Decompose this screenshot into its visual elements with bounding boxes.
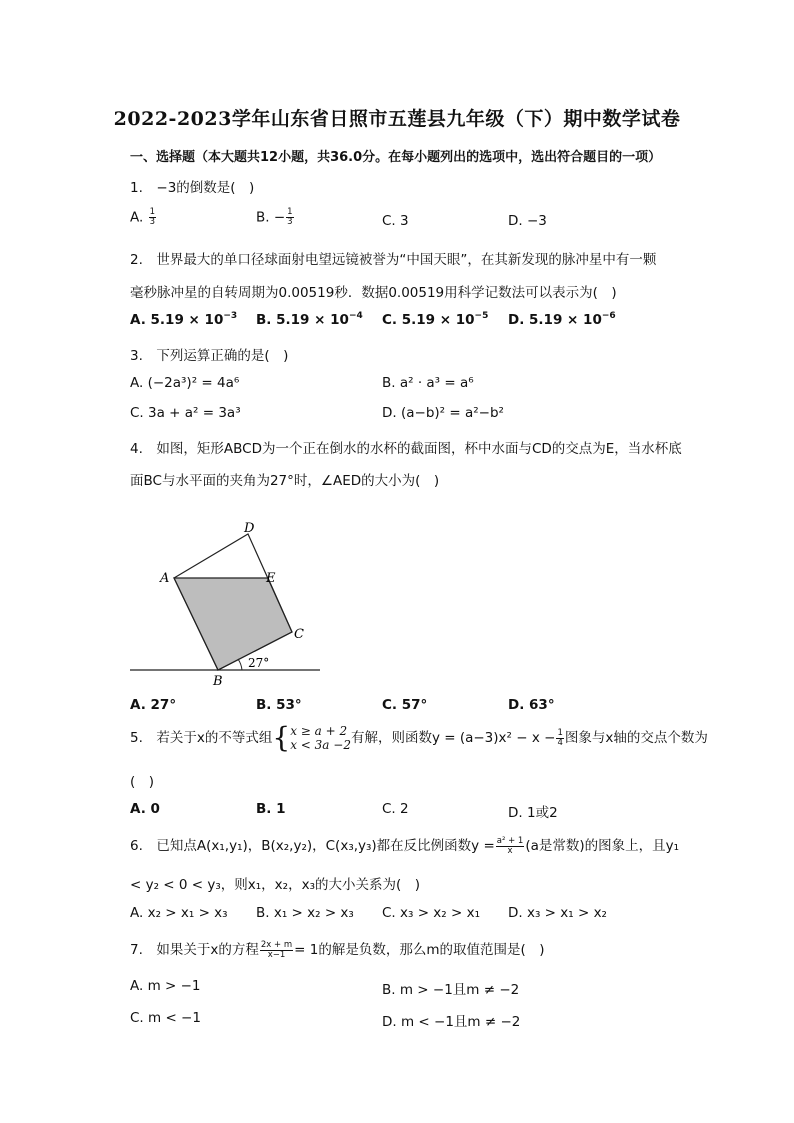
q7-option-b: B. m > −1且m ≠ −2 <box>382 982 520 998</box>
q4-figure <box>120 520 330 690</box>
page-title: 2022-2023学年山东省日照市五莲县九年级（下）期中数学试卷 <box>113 108 681 130</box>
q3-option-d: D. (a−b)² = a²−b² <box>382 405 504 421</box>
question-7-stem: 7. 如果关于x的方程 $\frac{2x + m}{x-1}$ = 1的解是负数，那么m的取值范围是( ) <box>130 939 545 960</box>
question-3-stem: 3. 下列运算正确的是( ) <box>130 348 289 364</box>
question-5-line1: 5. 若关于x的不等式组{ x ≥ a + 2 x < 3a −2 有解，则函数y = (a−3)x² − x − $\frac{1}{4}$ 图象与x轴的交点个数为 <box>130 721 708 754</box>
q1-option-b: B. − $\frac{1}{3}$ <box>256 207 293 227</box>
question-6-line2: < y₂ < 0 < y₃，则x₁，x₂，x₃的大小关系为( ) <box>130 877 421 893</box>
q2-option-c: C. $5.19 \times 10^{-5}$ <box>382 311 489 328</box>
angle-arc <box>238 659 242 670</box>
label-b: B <box>213 674 223 689</box>
q4-option-c: C. 57° <box>382 697 428 713</box>
q6-option-d: D. x₃ > x₁ > x₂ <box>508 905 607 921</box>
angle-label: 27° <box>248 656 270 670</box>
q3-option-c: C. 3a + a² = 3a³ <box>130 405 241 421</box>
label-a: A <box>160 571 170 586</box>
q2-option-d: D. $5.19 \times 10^{-6}$ <box>508 311 616 328</box>
q7-option-c: C. m < −1 <box>130 1010 201 1026</box>
label-e: E <box>266 571 276 586</box>
q3-option-b: B. a² · a³ = a⁶ <box>382 375 474 391</box>
q6-option-c: C. x₃ > x₂ > x₁ <box>382 905 481 921</box>
label-d: D <box>244 521 255 536</box>
label-c: C <box>294 627 304 642</box>
section-heading: 一、选择题（本大题共12小题，共36.0分。在每小题列出的选项中，选出符合题目的一项） <box>130 150 662 165</box>
q5-option-a: A. 0 <box>130 801 160 817</box>
q3-option-a: A. (−2a³)² = 4a⁶ <box>130 375 240 391</box>
q4-option-b: B. 53° <box>256 697 302 713</box>
q6-option-b: B. x₁ > x₂ > x₃ <box>256 905 354 921</box>
question-5-line2: ( ) <box>130 774 155 790</box>
q1-option-d: D. −3 <box>508 213 547 229</box>
q1-option-a: A. $\frac{1}{3}$ <box>130 207 156 227</box>
q5-option-b: B. 1 <box>256 801 286 817</box>
question-2-line2: 毫秒脉冲星的自转周期为0.00519秒．数据0.00519用科学记数法可以表示为( ) <box>130 285 617 301</box>
question-1-stem: 1. −3的倒数是( ) <box>130 180 255 196</box>
q7-option-a: A. m > −1 <box>130 978 201 994</box>
question-2-line1: 2. 世界最大的单口径球面射电望远镜被誉为“中国天眼”，在其新发现的脉冲星中有一颗 <box>130 252 657 268</box>
q2-option-a: A. $5.19 \times 10^{-3}$ <box>130 311 238 328</box>
question-4-line1: 4. 如图，矩形ABCD为一个正在倒水的水杯的截面图，杯中水面与CD的交点为E，当水杯底 <box>130 441 682 457</box>
q4-option-a: A. 27° <box>130 697 177 713</box>
q5-option-c: C. 2 <box>382 801 409 817</box>
q1-option-c: C. 3 <box>382 213 409 229</box>
question-6-line1: 6. 已知点A(x₁,y₁)，B(x₂,y₂)，C(x₃,y₃)都在反比例函数y = $\frac{\text{a² + 1}}{x}$ (a是常数)的图象上，且y₁ <box>130 835 680 856</box>
q4-option-d: D. 63° <box>508 697 555 713</box>
q5-option-d: D. 1或2 <box>508 805 558 821</box>
q6-option-a: A. x₂ > x₁ > x₃ <box>130 905 228 921</box>
q2-option-b: B. $5.19 \times 10^{-4}$ <box>256 311 363 328</box>
question-4-line2: 面BC与水平面的夹角为27°时，∠AED的大小为( ) <box>130 473 440 489</box>
q7-option-d: D. m < −1且m ≠ −2 <box>382 1014 521 1030</box>
